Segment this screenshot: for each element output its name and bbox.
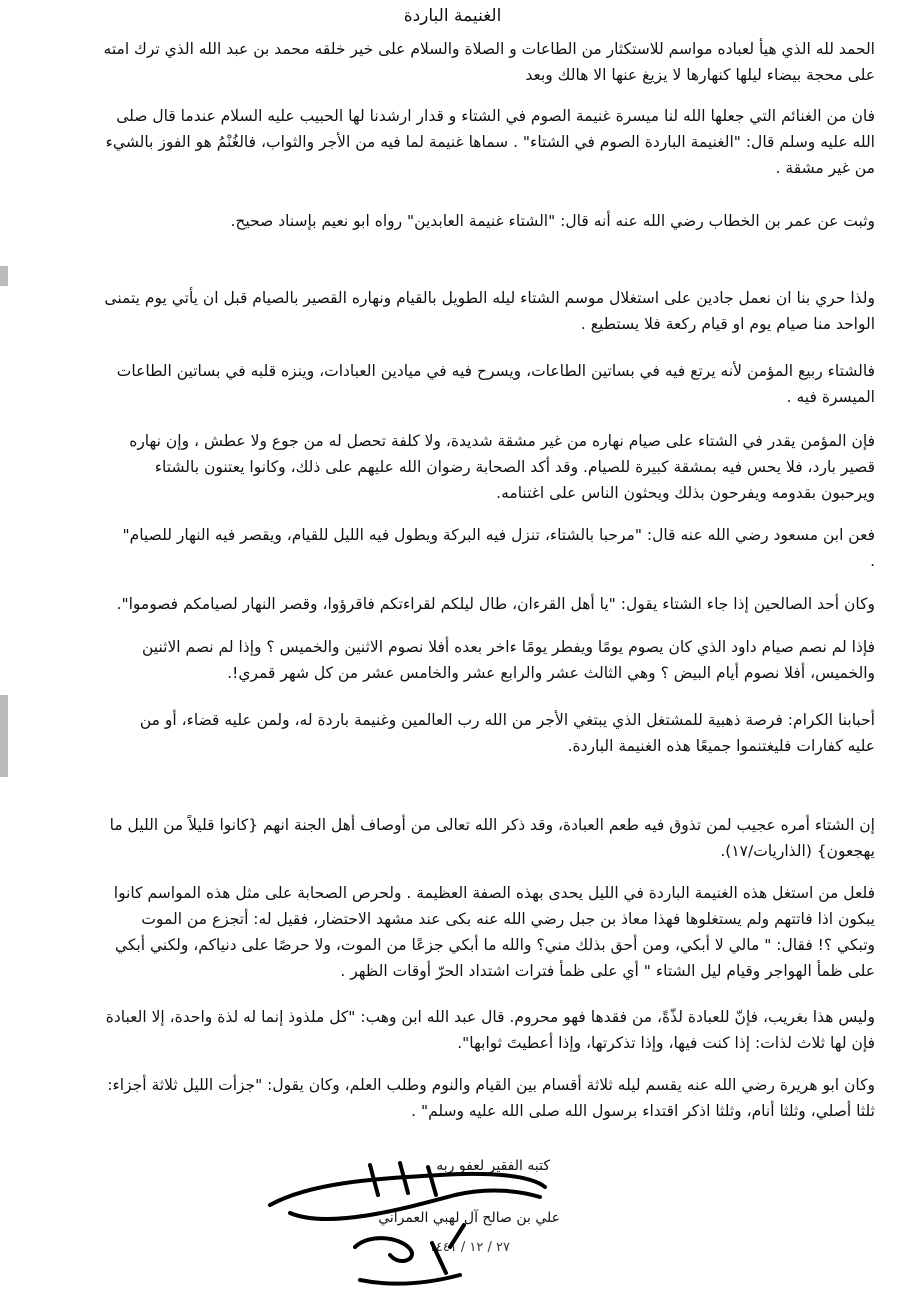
- paragraph-8: [25, 591, 875, 617]
- paragraph-2: [25, 103, 875, 181]
- paragraph-line: فان من الغنائم التي جعلها الله لنا ميسرة غنيمة الصوم في الشتاء و قدار ارشدنا لها الحبيب عليه السلام عندما قال صلى: [116, 107, 875, 125]
- paragraph-line: أحبابنا الكرام: فرصة ذهبية للمشتغل الذي يبتغي الأجر من الله رب العالمين وغنيمة باردة له، ولمن عليه قضاء، أو من: [139, 711, 875, 729]
- paragraph-line: وثبت عن عمر بن الخطاب رضي الله عنه أنه قال: "الشتاء غنيمة العابدين" رواه ابو نعيم بإسناد صحيح.: [230, 212, 875, 230]
- paragraph-9: [25, 634, 875, 686]
- paragraph-5: [25, 358, 875, 410]
- paragraph-line: الواحد منا صيام يوم او قيام ركعة فلا يستطيع .: [580, 315, 875, 333]
- document-title: الغنيمة الباردة: [403, 6, 502, 26]
- paragraph-line: من غير مشقة .: [775, 159, 875, 177]
- paragraph-line: فالشتاء ربيع المؤمن لأنه يرتع فيه في بساتين الطاعات، ويسرح فيه في ميادين العبادات، وينزه قلبه في بساتين الطاعات: [116, 362, 875, 380]
- paragraph-line: الله عليه وسلم قال: "الغنيمة الباردة الصوم في الشتاء" . سماها غنيمة لما فيه من الأجر والثواب، فالغُنْمُ هو الفوز بالشيء: [105, 133, 875, 151]
- paragraph-line: فإن المؤمن يقدر في الشتاء على صيام نهاره من غير مشقة شديدة، ولا كلفة تحصل له من جوع ولا عطش ، وإن نهاره: [129, 432, 875, 450]
- paragraph-line: وليس هذا بغريب، فإنّ للعبادة لذّةً، من فقدها فهو محروم. قال عبد الله ابن وهب: "كل ملذوذ إنما له لذة واحدة، إلا العبادة: [105, 1008, 875, 1026]
- paragraph-1: [25, 36, 875, 88]
- paragraph-line: فلعل من استغل هذه الغنيمة الباردة في الليل يحدى بهذه الصفة العظيمة . ولحرص الصحابة على مثل هذه المواسم كانوا: [113, 884, 875, 902]
- paragraph-line: على ظمأ الهواجر وقيام ليل الشتاء " أي على ظمأ فترات اشتداد الحرّ أوقات الظهر .: [340, 962, 875, 980]
- paragraph-line: والخميس، أفلا نصوم أيام البيض ؟ وهي الثالث عشر والرابع عشر والخامس عشر من كل شهر قمري!.: [227, 664, 875, 682]
- paragraph-line: فعن ابن مسعود رضي الله عنه قال: "مرحبا بالشتاء، تنزل فيه البركة ويطول فيه الليل للقيام، ويقصر فيه النهار للصيام": [122, 526, 875, 544]
- paragraph-line: ثلثا أصلي، وثلثا أنام، وثلثا اذكر اقتداء برسول الله صلى الله عليه وسلم" .: [411, 1102, 875, 1120]
- scan-edge-mark: [0, 266, 8, 286]
- paragraph-line: وتبكي ؟! فقال: " مالي لا أبكي، ومن أحق بذلك مني؟ والله ما أبكي جزعًا من الموت، ولا حرصًا على دنياكم، ولكني أبكي: [114, 936, 875, 954]
- scan-edge-mark: [0, 695, 8, 777]
- paragraph-line: الميسرة فيه .: [786, 388, 875, 406]
- signature-date: ٢٧ / ١٢ / ١٤٤١: [428, 1240, 510, 1255]
- paragraph-10: [25, 707, 875, 759]
- paragraph-line: يبكون اذا فاتتهم ولم يستغلوها فهذا معاذ بن جبل رضي الله عنه بكى عند مشهد الاحتضار، فقيل له: أتجزع من الموت: [141, 910, 875, 928]
- signature-line-2: علي بن صالح آل لهبي العمراني: [378, 1210, 560, 1226]
- handwritten-signature: [250, 1135, 610, 1295]
- paragraph-3: [25, 208, 875, 234]
- paragraph-line: قصير بارد، فلا يحس فيه بمشقة كبيرة للصيام. وقد أكد الصحابة رضوان الله عليهم على ذلك، وكانوا يعتنون بالشتاء: [154, 458, 875, 476]
- paragraph-12: [25, 880, 875, 984]
- paragraph-line: إن الشتاء أمره عجيب لمن تذوق فيه طعم العبادة، وقد ذكر الله تعالى من أوصاف أهل الجنة انهم {كانوا قليلاً من الليل ما: [109, 816, 875, 834]
- paragraph-line: .: [870, 552, 875, 570]
- paragraph-line: فإن لها ثلاث لذات: إذا كنت فيها، وإذا تذكرتها، وإذا أعطيتَ ثوابها".: [457, 1034, 875, 1052]
- paragraph-13: [25, 1004, 875, 1056]
- paragraph-line: ولذا حري بنا ان نعمل جادين على استغلال موسم الشتاء ليله الطويل بالقيام ونهاره القصير بالصيام قبل ان يأتي يوم يتمنى: [104, 289, 875, 307]
- paragraph-4: [25, 285, 875, 337]
- paragraph-line: عليه كفارات فليغتنموا جميعًا هذه الغنيمة الباردة.: [567, 737, 875, 755]
- paragraph-line: فإذا لم نصم صيام داود الذي كان يصوم يومًا ويفطر يومًا ءاخر بعده أفلا نصوم الاثنين والخميس ؟ وإذا لم نصم الاثنين: [142, 638, 875, 656]
- paragraph-line: وكان ابو هريرة رضي الله عنه يقسم ليله ثلاثة أقسام بين القيام والنوم وطلب العلم، وكان يقول: "جزأت الليل ثلاثة أجزاء:: [107, 1076, 875, 1094]
- paragraph-14: [25, 1072, 875, 1124]
- paragraph-line: ويرحبون بقدومه ويفرحون بذلك ويحثون الناس على اغتنامه.: [496, 484, 875, 502]
- paragraph-line: وكان أحد الصالحين إذا جاء الشتاء يقول: "يا أهل القرءان، طال ليلكم لقراءتكم فاقرؤوا، وقصر النهار لصيامكم فصوموا".: [116, 595, 875, 613]
- paragraph-6: [25, 428, 875, 506]
- paragraph-7: [25, 522, 875, 574]
- paragraph-line: الحمد لله الذي هيأ لعباده مواسم للاستكثار من الطاعات و الصلاة والسلام على خير خلقه محمد بن عبد الله الذي ترك امته: [103, 40, 875, 58]
- paragraph-line: على محجة بيضاء ليلها كنهارها لا يزيغ عنها الا هالك وبعد: [525, 66, 875, 84]
- paragraph-line: يهجعون} (الذاريات/١٧).: [720, 842, 875, 860]
- signature-line-1: كتبه الفقير لعفو ربه: [436, 1158, 550, 1174]
- paragraph-11: [25, 812, 875, 864]
